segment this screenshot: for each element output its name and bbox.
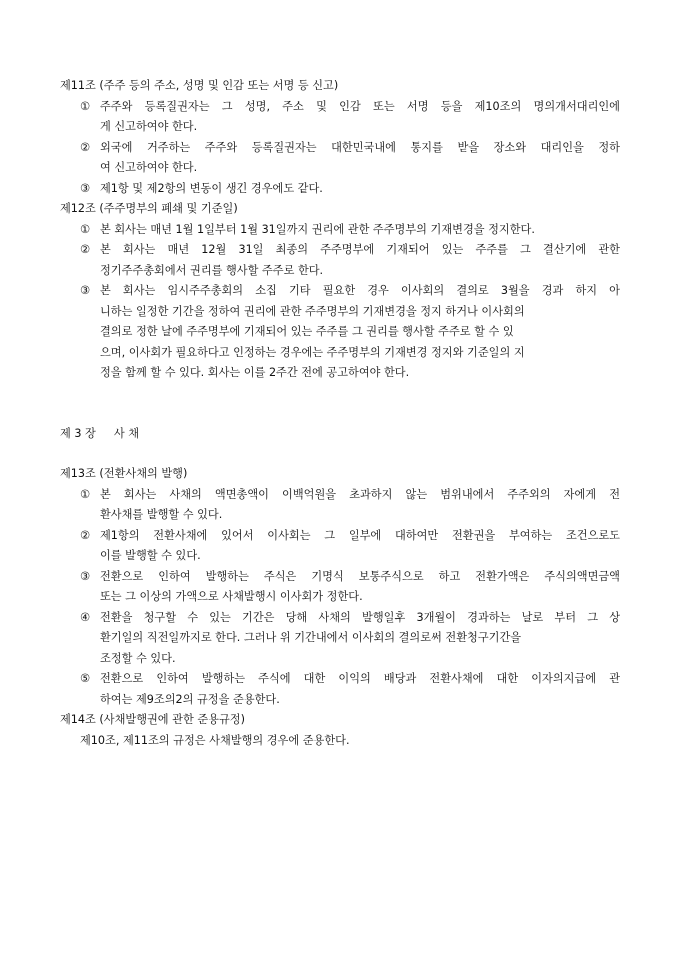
item-continuation: 환기일의 직전일까지로 한다. 그러나 위 기간내에서 이사회의 결의로써 전환청구기간을 [100,631,522,644]
item-text: 제1항의 전환사채에 있어서 이사회는 그 일부에 대하여만 전환권을 부여하는 조건으로도 [100,528,620,542]
item-text: 본 회사는 임시주주총회의 소집 기타 필요한 경우 이사회의 결의로 3월을 경과 하지 아 [100,284,620,297]
article-13-heading: 제13조 (전환사채의 발행) [60,467,188,480]
item-number: ③ [80,181,91,195]
item-continuation: 환사채를 발행할 수 있다. [100,508,223,521]
item-text: 전환을 청구할 수 있는 기간은 당해 사채의 발행일후 3개월이 경과하는 날로 부터 그 상 [100,610,620,624]
item-text: 본 회사는 매년 1월 1일부터 1월 31일까지 권리에 관한 주주명부의 기재변경을 정지한다. [100,222,535,236]
item-continuation: 또는 그 이상의 가액으로 사채발행시 이사회가 정한다. [100,590,363,603]
article-13-item-4 [60,608,620,629]
article-13-item-3 [60,567,620,588]
article-11-item-1 [60,97,620,118]
item-text: 제1항 및 제2항의 변동이 생긴 경우에도 같다. [100,181,323,195]
item-continuation: 결의로 정한 날에 주주명부에 기재되어 있는 주주를 그 권리를 행사할 주주로 할 수 있 [100,325,514,338]
item-text: 전환으로 인하여 발행하는 주식에 대한 이익의 배당과 전환사채에 대한 이자의지급에 관 [100,672,620,685]
item-number: ① [80,99,91,113]
chapter-title: 사 채 [113,426,140,440]
item-number: ② [80,528,91,542]
item-continuation: 게 신고하여야 한다. [100,120,198,133]
chapter-heading [60,424,620,445]
article-11-item-2 [60,138,620,159]
item-number: ② [80,140,91,154]
item-number: ③ [80,569,91,583]
item-continuation: 으며, 이사회가 필요하다고 인정하는 경우에는 주주명부의 기재변경 정지와 기준일의 지 [100,345,525,359]
item-text: 본 회사는 매년 12월 31일 최종의 주주명부에 기재되어 있는 주주를 그 결산기에 관한 [100,243,620,256]
article-12-item-2 [60,240,620,261]
article-14-body: 제10조, 제11조의 규정은 사채발행의 경우에 준용한다. [80,733,350,747]
article-11-item-3 [60,179,620,200]
item-continuation: 이를 발행할 수 있다. [100,549,201,562]
article-12-heading: 제12조 (주주명부의 폐쇄 및 기준일) [60,202,238,215]
article-13-item-2 [60,526,620,547]
article-14-heading: 제14조 (사채발행권에 관한 준용규정) [60,713,245,726]
document-body [60,76,620,751]
article-13-item-1 [60,485,620,506]
item-number: ① [80,487,91,501]
article-13-item-5 [60,669,620,690]
item-number: ③ [80,284,91,297]
item-number: ① [80,222,91,236]
item-continuation: 조정할 수 있다. [100,651,176,665]
chapter-label: 제 3 장 [60,426,96,440]
article-11-heading: 제11조 (주주 등의 주소, 성명 및 인감 또는 서명 등 신고) [60,79,339,92]
item-text: 주주와 등록질권자는 그 성명, 주소 및 인감 또는 서명 등을 제10조의 명의개서대리인에 [100,99,620,113]
item-text: 외국에 거주하는 주주와 등록질권자는 대한민국내에 통지를 받을 장소와 대리인을 정하 [100,140,620,154]
item-number: ② [80,243,91,256]
item-continuation: 정을 함께 할 수 있다. 회사는 이를 2주간 전에 공고하여야 한다. [100,366,410,379]
item-continuation: 정기주주총회에서 권리를 행사할 주주로 한다. [100,263,324,277]
item-continuation: 니하는 일정한 기간을 정하여 권리에 관한 주주명부의 기재변경을 정지 하거나 이사회의 [100,304,525,318]
article-12-item-3 [60,281,620,302]
article-12-item-1 [60,220,620,241]
item-text: 본 회사는 사채의 액면총액이 이백억원을 초과하지 않는 범위내에서 주주외의 자에게 전 [100,487,620,501]
item-number: ④ [80,610,91,624]
item-text: 전환으로 인하여 발행하는 주식은 기명식 보통주식으로 하고 전환가액은 주식의액면금액 [100,569,620,583]
item-number: ⑤ [80,672,91,685]
item-continuation: 하여는 제9조의2의 규정을 준용한다. [100,692,280,706]
item-continuation: 여 신고하여야 한다. [100,161,198,174]
